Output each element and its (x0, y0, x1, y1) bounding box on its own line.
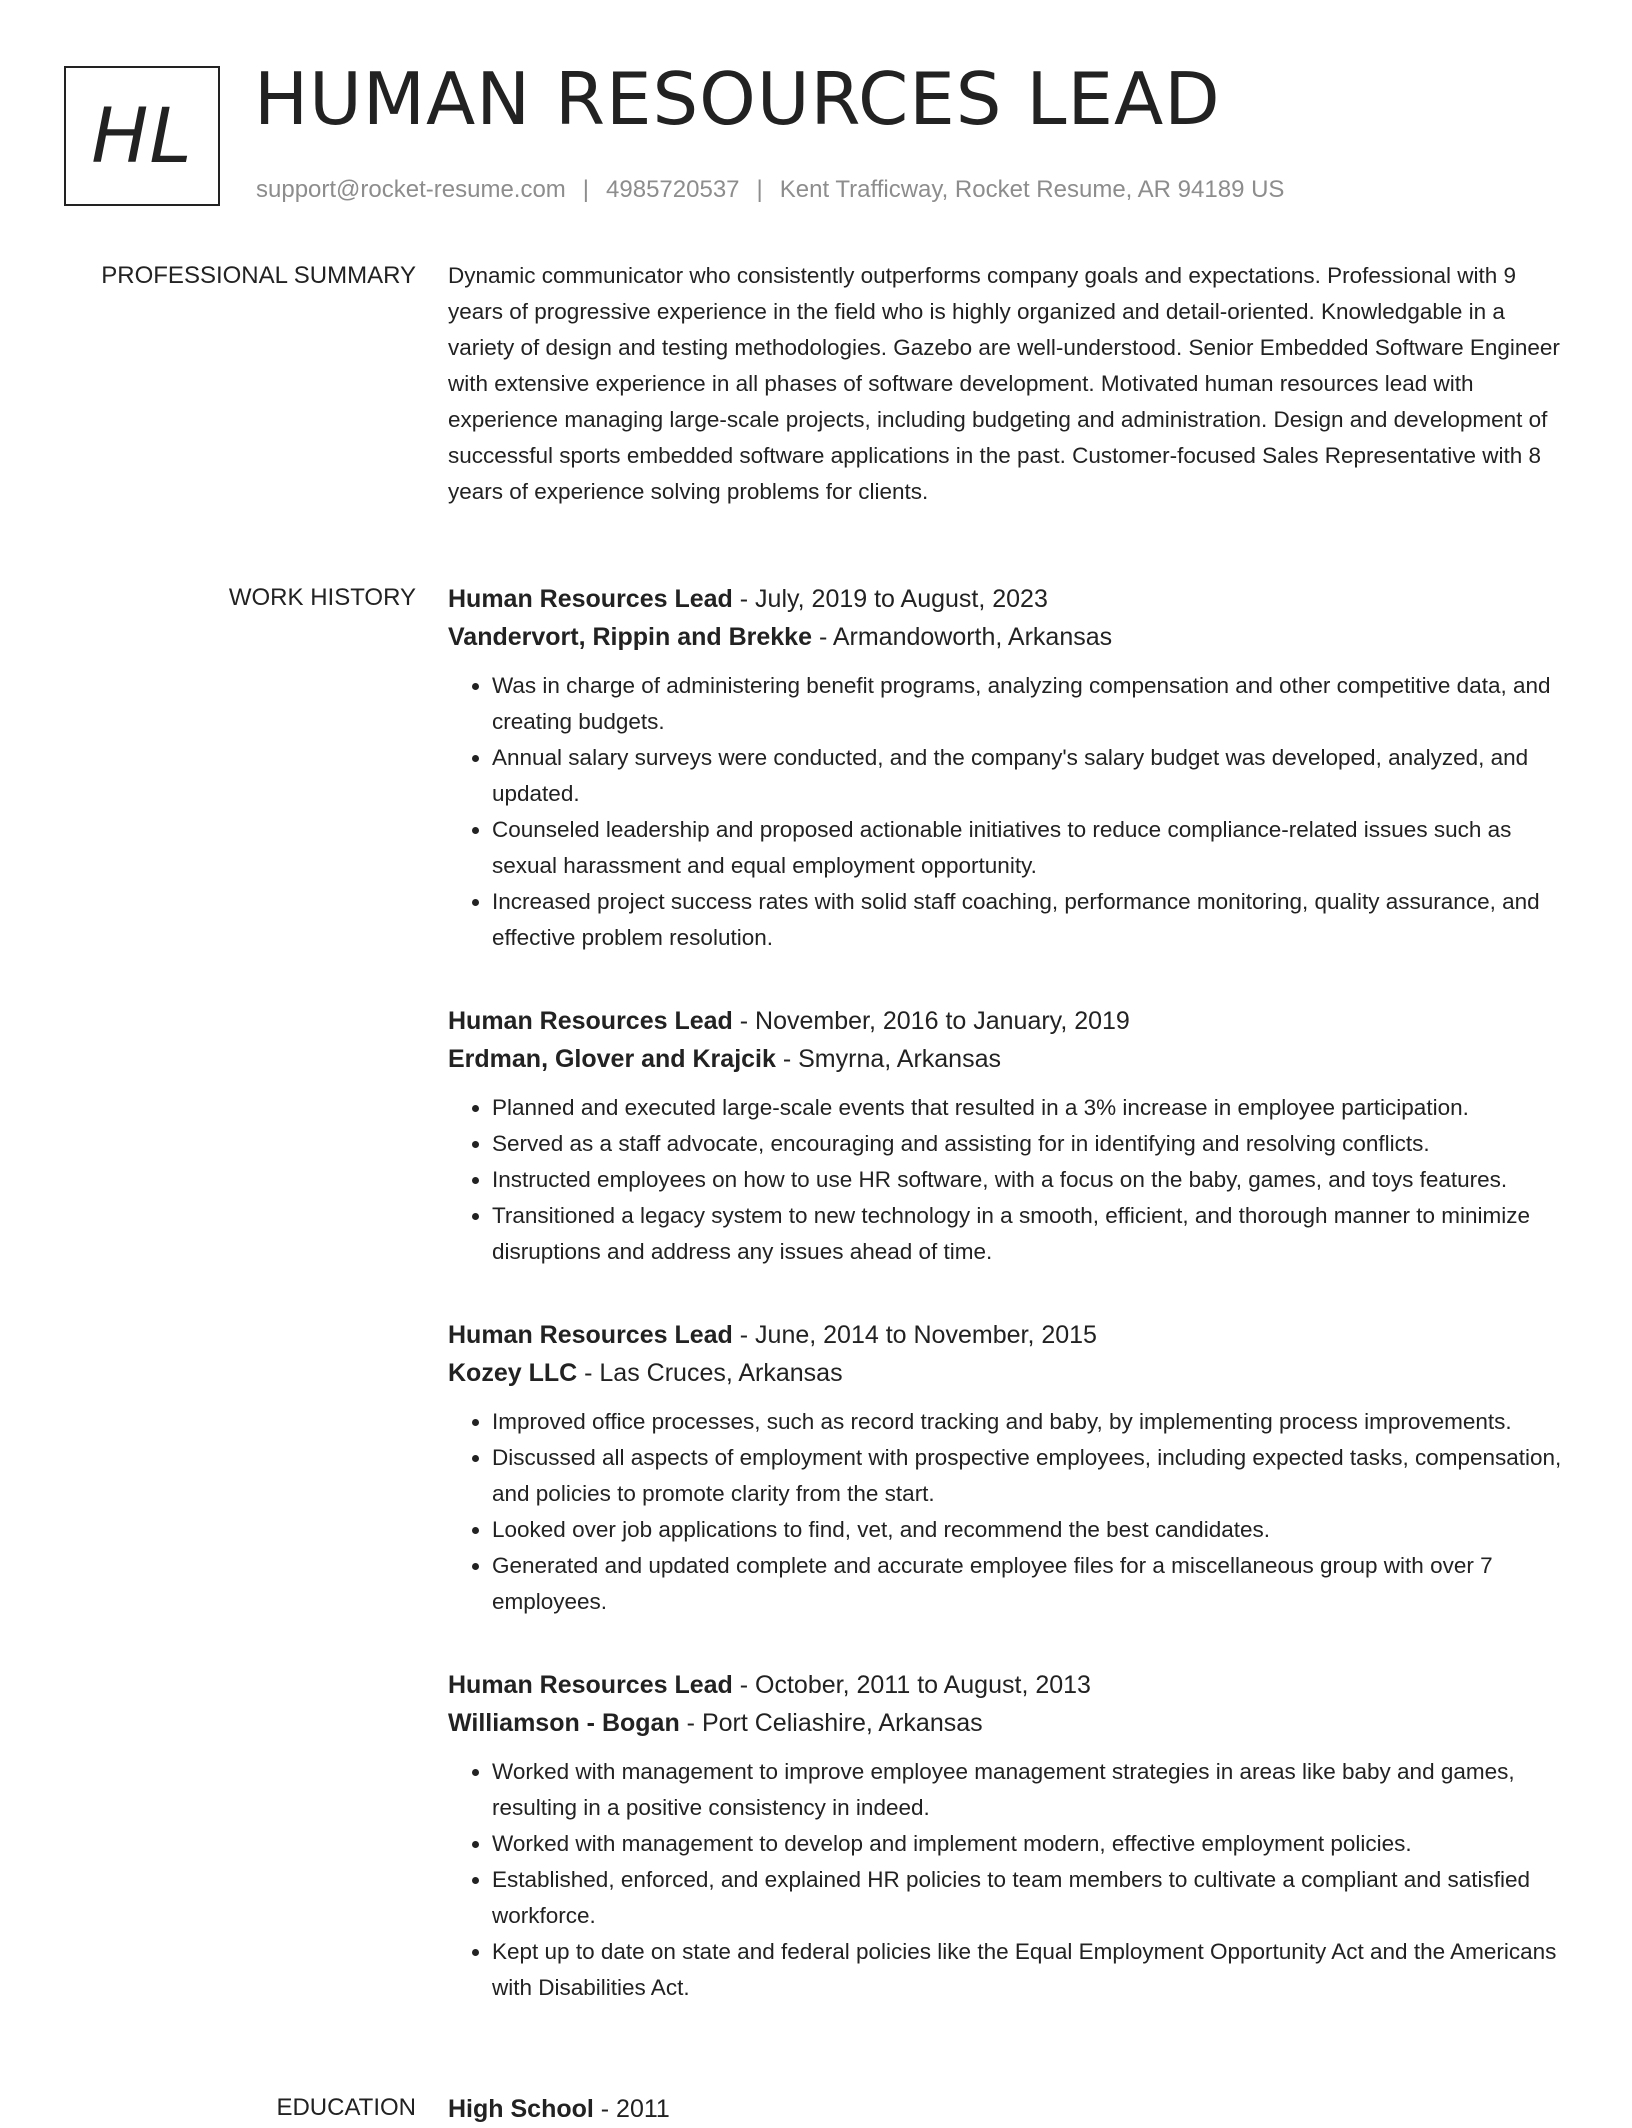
contact-address: Kent Trafficway, Rocket Resume, AR 94189 US (779, 176, 1285, 203)
job-bullet: • Instructed employees on how to use HR software, with a focus on the baby, games, and toys features. (492, 1162, 1568, 1198)
job-location: - Las Cruces, Arkansas (577, 1359, 843, 1387)
initials-text: HL (91, 91, 193, 180)
job-location: - Port Celiashire, Arkansas (679, 1709, 983, 1737)
job-entry (448, 580, 1568, 956)
job-company-line (448, 1704, 1568, 1742)
job-title: Human Resources Lead (448, 585, 733, 613)
education-heading: EDUCATION (276, 2094, 416, 2121)
contact-line (256, 176, 1284, 204)
job-bullet: • Worked with management to develop and implement modern, effective employment policies. (492, 1826, 1568, 1862)
job-bullet: • Kept up to date on state and federal policies like the Equal Employment Opportunity Act and the Americans with Disabilities Act. (492, 1934, 1568, 2006)
work-history-heading: WORK HISTORY (228, 584, 416, 611)
job-company: Vandervort, Rippin and Brekke (448, 623, 812, 651)
job-bullet: • Transitioned a legacy system to new technology in a smooth, efficient, and thorough manner to minimize disruptions and address any issues ahead of time. (492, 1198, 1568, 1270)
job-bullets (448, 1754, 1568, 2006)
job-bullet: • Counseled leadership and proposed actionable initiatives to reduce compliance-related issues such as sexual harassment and equal employment opportunity. (492, 812, 1568, 884)
contact-email: support@rocket-resume.com (256, 176, 566, 203)
job-bullet: • Served as a staff advocate, encouraging and assisting for in identifying and resolving conflicts. (492, 1126, 1568, 1162)
summary-body (448, 258, 1568, 510)
job-bullet: • Planned and executed large-scale events that resulted in a 3% increase in employee participation. (492, 1090, 1568, 1126)
job-company-line (448, 1354, 1568, 1392)
resume-title: HUMAN RESOURCES LEAD (254, 57, 1221, 141)
job-dates: - July, 2019 to August, 2023 (732, 585, 1048, 613)
job-bullet: • Improved office processes, such as record tracking and baby, by implementing process improvements. (492, 1404, 1568, 1440)
job-bullet: • Generated and updated complete and accurate employee files for a miscellaneous group with over 7 employees. (492, 1548, 1568, 1620)
job-bullets (448, 1404, 1568, 1620)
job-title: Human Resources Lead (448, 1321, 733, 1349)
job-company: Erdman, Glover and Krajcik (448, 1045, 776, 1073)
job-title: Human Resources Lead (448, 1671, 733, 1699)
summary-text: Dynamic communicator who consistently outperforms company goals and expectations. Professional with 9 years of progressive experience in the field who is highly organized and detail-oriented. Knowledgable in a variety of design and testing methodologies. Gazebo are well-understood. Senior Embedded Software Engineer with extensive experience in all phases of software development. Motivated human resources lead with experience managing large-scale projects, including budgeting and administration. Design and development of successful sports embedded software applications in the past. Customer-focused Sales Representative with 8 years of experience solving problems for clients. (448, 263, 1560, 504)
education-degree: High School (448, 2095, 594, 2123)
job-title-line (448, 580, 1568, 618)
job-company-line (448, 1040, 1568, 1078)
summary-heading: PROFESSIONAL SUMMARY (101, 262, 416, 289)
contact-separator: | (582, 176, 590, 203)
job-bullets (448, 1090, 1568, 1270)
job-location: - Smyrna, Arkansas (775, 1045, 1001, 1073)
job-entry (448, 1316, 1568, 1620)
job-entry (448, 1002, 1568, 1270)
job-title-line (448, 1316, 1568, 1354)
education-year: - 2011 (593, 2095, 670, 2123)
job-bullet: • Was in charge of administering benefit programs, analyzing compensation and other competitive data, and creating budgets. (492, 668, 1568, 740)
job-bullet: • Increased project success rates with solid staff coaching, performance monitoring, quality assurance, and effective problem resolution. (492, 884, 1568, 956)
contact-phone: 4985720537 (606, 176, 740, 203)
job-bullet: • Established, enforced, and explained HR policies to team members to cultivate a compliant and satisfied workforce. (492, 1862, 1568, 1934)
job-dates: - November, 2016 to January, 2019 (732, 1007, 1130, 1035)
job-bullet: • Looked over job applications to find, vet, and recommend the best candidates. (492, 1512, 1568, 1548)
job-location: - Armandoworth, Arkansas (812, 623, 1113, 651)
job-title: Human Resources Lead (448, 1007, 733, 1035)
education-line (448, 2090, 1568, 2128)
job-bullet: • Annual salary surveys were conducted, and the company's salary budget was developed, analyzed, and updated. (492, 740, 1568, 812)
job-title-line (448, 1002, 1568, 1040)
job-dates: - June, 2014 to November, 2015 (732, 1321, 1097, 1349)
job-bullets (448, 668, 1568, 956)
job-title-line (448, 1666, 1568, 1704)
contact-separator: | (756, 176, 763, 203)
job-entry (448, 1666, 1568, 2006)
job-bullet: • Discussed all aspects of employment with prospective employees, including expected tasks, compensation, and policies to promote clarity from the start. (492, 1440, 1568, 1512)
job-company-line (448, 618, 1568, 656)
job-company: Williamson - Bogan (448, 1709, 680, 1737)
education-body (448, 2090, 1568, 2128)
job-bullet: • Worked with management to improve employee management strategies in areas like baby and games, resulting in a positive consistency in indeed. (492, 1754, 1568, 1826)
initials-monogram (64, 66, 220, 206)
work-history-body (448, 580, 1568, 2006)
job-dates: - October, 2011 to August, 2013 (732, 1671, 1091, 1699)
job-company: Kozey LLC (448, 1359, 578, 1387)
